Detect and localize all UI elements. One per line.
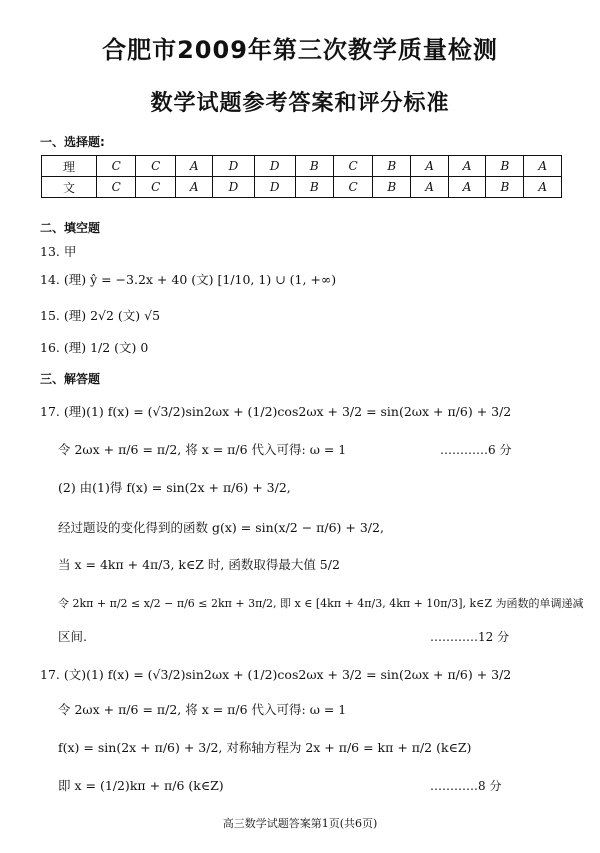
solution-line: 令 2kπ + π/2 ≤ x/2 − π/6 ≤ 2kπ + 3π/2, 即 x ∈ [4kπ + 4π/3, 4kπ + 10π/3], k∈Z 为函数的单调递减 xyxy=(58,597,584,610)
answer-row xyxy=(42,156,562,177)
answer-cell: D xyxy=(213,156,254,177)
page-footer: 高三数学试题答案第1页(共6页) xyxy=(222,817,378,830)
answer-row xyxy=(42,177,562,198)
section-fill-heading: 二、填空题 xyxy=(40,221,101,235)
answer-cell: A xyxy=(411,177,448,198)
answer-cell: C xyxy=(136,156,175,177)
answer-cell: B xyxy=(373,177,411,198)
section-choice-heading: 一、选择题: xyxy=(40,135,105,149)
section-solve-heading: 三、解答题 xyxy=(40,372,101,386)
solution-line: 即 x = (1/2)kπ + π/6 (k∈Z) xyxy=(58,778,224,793)
answer-cell: A xyxy=(524,156,562,177)
answer-cell: D xyxy=(254,156,295,177)
solution-line: (2) 由(1)得 f(x) = sin(2x + π/6) + 3/2, xyxy=(58,480,291,495)
answer-cell: C xyxy=(97,156,136,177)
solution-line: 区间. xyxy=(58,629,87,644)
answer-cell: D xyxy=(254,177,295,198)
score-note: …………8 分 xyxy=(430,779,502,793)
answer-cell: C xyxy=(333,156,372,177)
answer-cell: A xyxy=(411,156,448,177)
answer-cell: C xyxy=(97,177,136,198)
page-title: 合肥市2009年第三次教学质量检测 xyxy=(102,36,498,64)
answer-row-label: 理 xyxy=(42,156,97,177)
answer-cell: B xyxy=(295,156,333,177)
answer-table xyxy=(41,155,562,198)
page-subtitle: 数学试题参考答案和评分标准 xyxy=(150,90,450,116)
solution-line: 经过题设的变化得到的函数 g(x) = sin(x/2 − π/6) + 3/2, xyxy=(58,520,384,535)
score-note: …………6 分 xyxy=(440,443,512,457)
solution-line: f(x) = sin(2x + π/6) + 3/2, 对称轴方程为 2x + π/6 = kπ + π/2 (k∈Z) xyxy=(58,740,472,755)
answer-cell: B xyxy=(373,156,411,177)
answer-row-label: 文 xyxy=(42,177,97,198)
answer-cell: B xyxy=(486,177,524,198)
answer-q16: 16. (理) 1/2 (文) 0 xyxy=(40,340,149,355)
answer-cell: A xyxy=(448,177,485,198)
answer-cell: A xyxy=(175,156,212,177)
solution-line: 17. (理)(1) f(x) = (√3/2)sin2ωx + (1/2)cos2ωx + 3/2 = sin(2ωx + π/6) + 3/2 xyxy=(40,404,512,419)
solution-line: 17. (文)(1) f(x) = (√3/2)sin2ωx + (1/2)cos2ωx + 3/2 = sin(2ωx + π/6) + 3/2 xyxy=(40,667,512,682)
answer-cell: A xyxy=(175,177,212,198)
answer-q13: 13. 甲 xyxy=(40,244,77,259)
answer-cell: C xyxy=(333,177,372,198)
answer-cell: A xyxy=(448,156,485,177)
answer-cell: A xyxy=(524,177,562,198)
solution-line: 当 x = 4kπ + 4π/3, k∈Z 时, 函数取得最大值 5/2 xyxy=(58,557,340,572)
answer-q14: 14. (理) ŷ = −3.2x + 40 (文) [1/10, 1) ∪ (1, +∞) xyxy=(40,272,337,287)
solution-line: 令 2ωx + π/6 = π/2, 将 x = π/6 代入可得: ω = 1 xyxy=(58,702,347,717)
answer-cell: B xyxy=(486,156,524,177)
answer-cell: C xyxy=(136,177,175,198)
score-note: …………12 分 xyxy=(430,630,510,644)
answer-cell: D xyxy=(213,177,254,198)
answer-cell: B xyxy=(295,177,333,198)
answer-q15: 15. (理) 2√2 (文) √5 xyxy=(40,308,161,323)
solution-line: 令 2ωx + π/6 = π/2, 将 x = π/6 代入可得: ω = 1 xyxy=(58,442,347,457)
